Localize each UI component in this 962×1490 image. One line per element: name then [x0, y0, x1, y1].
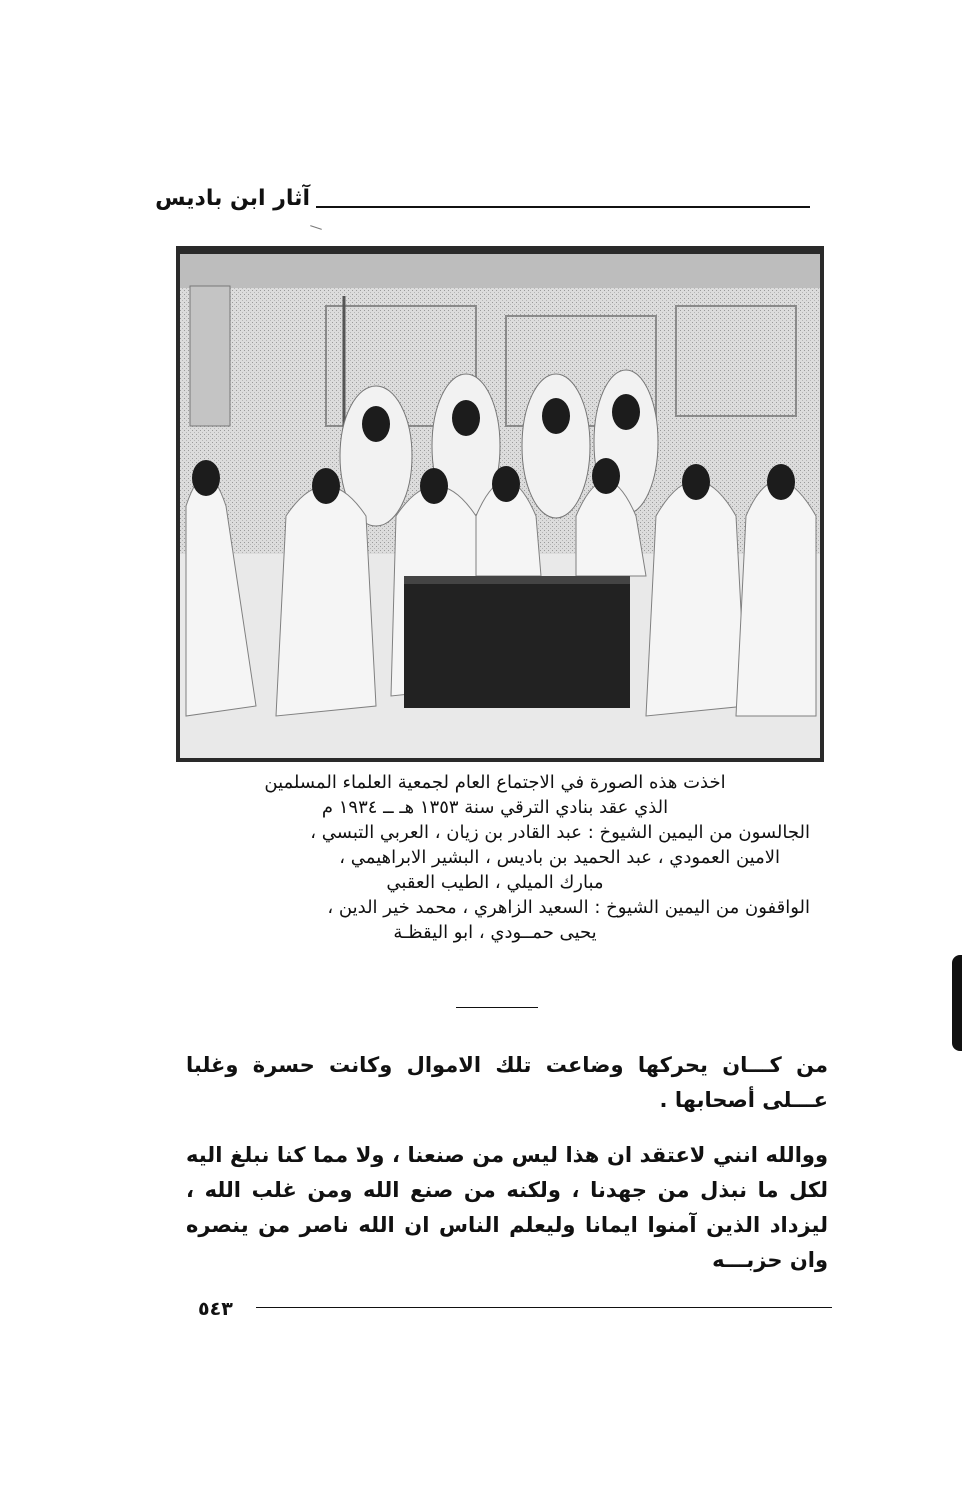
body-text [186, 1048, 828, 1278]
caption-line: اخذت هذه الصورة في الاجتماع العام لجمعية العلماء المسلمين [264, 772, 726, 793]
caption-line: الجالسون من اليمين الشيوخ : عبد القادر بن زيان ، العربي التبسي ، [310, 822, 810, 843]
page-number: ٥٤٣ [198, 1298, 233, 1320]
paragraph: ووالله انني لاعتقد ان هذا ليس من صنعنا ، ولا مما كنا نبلغ اليه لكل ما نبذل من جهدنا ، ولكنه من صنع الله ومن غلب الله ، ليزداد الذين آمنوا ايمانا وليعلم الناس ان الله ناصر من ينصره وان حزبـــه [186, 1143, 828, 1272]
caption-line: الامين العمودي ، عبد الحميد بن باديس ، البشير الابراهيمي ، [339, 847, 780, 868]
caption-line: مبارك الميلي ، الطيب العقبي [386, 872, 604, 893]
photo-caption [180, 770, 810, 945]
running-header-title: آثار ابن باديس [155, 186, 310, 211]
scan-speck [310, 225, 322, 230]
footer-rule [256, 1307, 832, 1308]
binding-shadow [952, 955, 962, 1051]
header-rule [316, 206, 810, 208]
caption-line: الواقفون من اليمين الشيوخ : السعيد الزاهري ، محمد خير الدين ، [327, 897, 810, 918]
paragraph: من كـــان يحركها وضاعت تلك الاموال وكانت حسرة وغلبا عـــلى أصحابها . [186, 1053, 828, 1112]
group-photograph-image [176, 246, 824, 762]
caption-line: الذي عقد بنادي الترقي سنة ١٣٥٣ هـ ــ ١٩٣٤ م [321, 797, 669, 818]
caption-line: يحيى حمــودي ، ابو اليقظـة [393, 922, 597, 943]
caption-rule [456, 1007, 538, 1008]
group-photograph [176, 246, 824, 762]
